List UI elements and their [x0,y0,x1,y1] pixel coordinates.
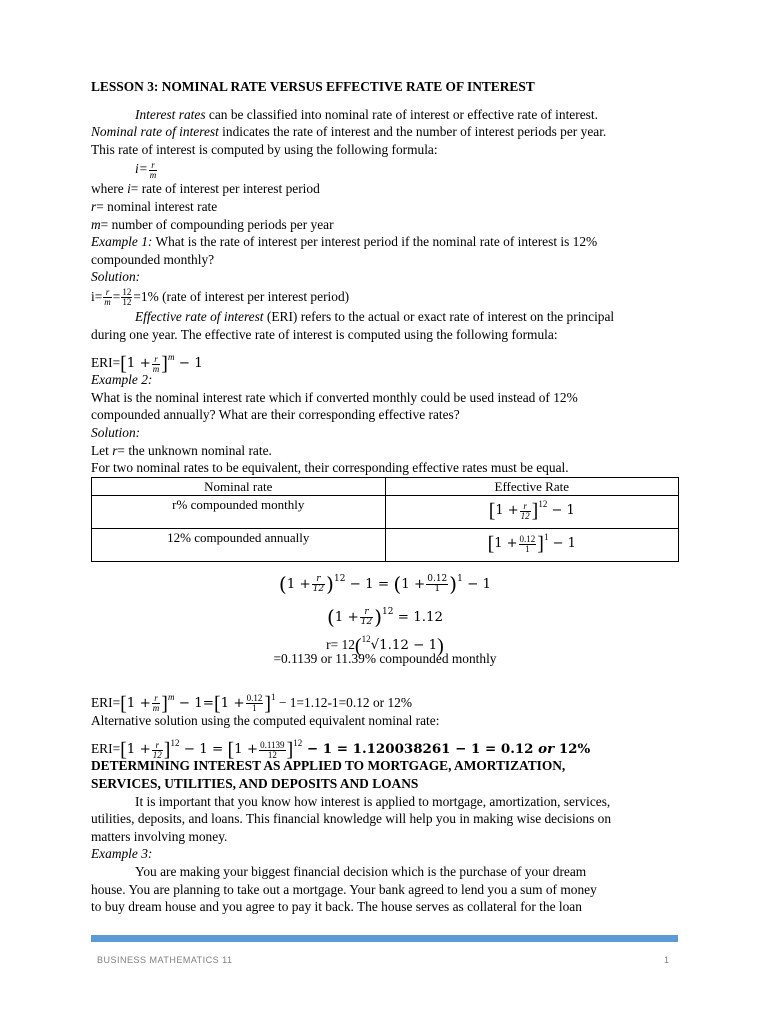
root-index: 12 [361,634,371,645]
where-def-r: = nominal interest rate [96,198,218,214]
calc-fraction-2 [246,694,264,713]
eri-definition-2: during one year. The effective rate of interest is computed using the following formula: [91,326,558,342]
table-header-effective: Effective Rate [385,477,679,496]
where-text: where [91,181,128,197]
fraction-numerator: 0.1139 [260,739,285,750]
eq1-tail: − 1 [462,577,492,593]
fraction-numerator: r [149,161,158,171]
one-plus: 1 + [286,577,311,593]
interest-rates-term: Interest rates [135,106,206,122]
example1-label: Example 1: [91,234,153,250]
formula-i [91,158,679,180]
alt-result: 12% [554,741,591,758]
paren-open-icon: ( [278,572,287,597]
section-paragraph-3: matters involving money. [91,828,228,844]
var-r: r [91,198,97,214]
example1-solution-label: Solution: [91,269,141,285]
bracket-open-icon: [ [120,353,127,376]
bracket-open-icon: [ [120,739,127,762]
section-heading-1: DETERMINING INTEREST AS APPLIED TO MORTGAGE, AMORTIZATION, [91,758,566,774]
nominal-definition [91,123,679,141]
one-plus: 1 + [401,577,426,593]
table-cell-effective [385,496,679,529]
var-i: i [127,181,131,197]
alt-mid: − 1 = [179,742,228,758]
derivation-eq1 [91,562,679,596]
footer-title: BUSINESS MATHEMATICS 11 [97,955,233,965]
paren-open-icon: ( [354,635,362,658]
eq1-mid: − 1 = [345,577,394,593]
one-plus: 1 + [126,742,151,758]
eri-definition [91,308,679,326]
one-plus: 1 + [494,536,518,552]
table-header-row [92,477,679,496]
exponent: 12 [538,499,548,510]
var-r: r [112,442,118,458]
paren-close-icon: ) [449,572,458,597]
calc-tail: − 1=1.12-1=0.12 or 12% [275,694,413,710]
eri-tail: − 1 [174,356,203,372]
bracket-open-icon: [ [488,500,496,523]
table-row [92,529,679,562]
bracket-close-icon: ] [286,739,294,762]
answer-lhs: i= [91,288,103,304]
one-plus: 1 + [495,503,519,519]
one-plus: 1 + [126,695,151,711]
bracket-close-icon: ] [163,739,171,762]
eq1-fraction-2 [426,575,448,594]
where-line-1 [91,180,679,198]
paren-open-icon: ( [393,572,402,597]
exponent: 12 [170,738,180,749]
example1-q1: What is the rate of interest per interest period if the nominal rate of interest is 12% [152,234,598,250]
table-fraction [520,502,531,521]
alternative-text: Alternative solution using the computed equivalent nominal rate: [91,712,440,728]
table-header-nominal: Nominal rate [92,477,386,496]
eri-fraction [152,355,161,374]
example2-solution-label: Solution: [91,424,141,440]
paren-close-icon: ) [437,635,444,658]
eq2-fraction [360,608,373,627]
eri-lhs: ERI= [91,694,121,710]
fraction-denominator: 12 [152,749,162,760]
page-number: 1 [664,955,670,965]
formula-i-fraction [149,161,158,180]
fraction-numerator: 0.12 [427,574,448,585]
table-fraction [519,535,537,554]
eri-lhs: ERI= [91,741,121,757]
fraction-numerator: r [360,608,373,618]
eq2-tail: = 1.12 [393,610,444,626]
fraction-numerator: r [152,355,161,365]
eri-lhs: ERI= [91,355,121,371]
fraction-denominator: 1 [252,703,257,714]
section-heading-2: SERVICES, UTILITIES, AND DEPOSITS AND LOANS [91,776,419,792]
fraction-numerator: 12 [122,287,132,298]
fraction-denominator: m [149,169,157,180]
document-page [91,78,679,916]
intro-paragraph [91,106,679,124]
intro-text: can be classified into nominal rate of interest or effective rate of interest. [205,106,598,122]
spacer [91,668,679,682]
fraction-numerator: 0.12 [519,533,536,544]
exponent: 12 [333,574,346,585]
where-def-i: = rate of interest per interest period [130,181,320,197]
tail: − 1 [548,536,576,552]
let-def: = the unknown nominal rate. [117,442,272,458]
where-line-3 [91,216,679,234]
fraction-numerator: r [520,502,531,512]
fraction-denominator: 1 [434,584,441,595]
lesson-title: LESSON 3: NOMINAL RATE VERSUS EFFECTIVE RATE OF INTEREST [91,79,535,94]
derivation-eq3 [91,628,679,658]
bracket-close-icon: ] [537,533,544,556]
formula-i-lhs: i= [135,161,148,177]
where-def-m: = number of compounding periods per year [100,216,334,232]
example2-label: Example 2: [91,372,153,388]
eri-one-plus: 1 + [126,356,151,372]
example3-label: Example 3: [91,846,153,862]
eri-exponent: m [167,352,175,363]
table-row [92,496,679,529]
exponent: 1 [543,532,549,543]
table-cell-effective [385,529,679,562]
example2-q1: What is the nominal interest rate which if converted monthly could be used instead of 12% [91,389,578,405]
bracket-close-icon: ] [161,692,168,715]
where-line-2 [91,198,679,216]
let-text: Let [91,442,113,458]
bracket-open-icon: [ [213,692,221,715]
section-paragraph-1: It is important that you know how interest is applied to mortgage, amortization, services, [135,793,611,809]
eri-formula [91,343,679,376]
eri-term: Effective rate of interest [135,308,264,324]
calc-fraction-1 [152,694,161,713]
section-paragraph-2: utilities, deposits, and loans. This financial knowledge will help you in making wise decisions on [91,811,612,827]
one-plus: 1 + [220,695,245,711]
example2-equiv: For two nominal rates to be equivalent, their corresponding effective rates must be equal. [91,460,569,476]
var-m: m [91,216,101,232]
table-cell-nominal: 12% compounded annually [92,529,386,562]
exponent: 12 [382,607,394,618]
fraction-denominator: 12 [360,617,373,628]
exponent: 12 [293,738,303,749]
example1-question [91,233,679,251]
equivalence-table [91,477,679,563]
eq3-radical: √1.12 − 1 [370,638,438,654]
nominal-text: indicates the rate of interest and the number of interest periods per year. [218,124,607,140]
paren-open-icon: ( [326,605,335,630]
footer-bar [91,935,678,942]
bracket-open-icon: [ [120,692,127,715]
formula-intro: This rate of interest is computed by using the following formula: [91,141,438,157]
answer-rest: =1% (rate of interest per interest period) [133,288,350,304]
alt-or: or [538,741,555,758]
answer-fraction-1 [103,288,112,307]
alt-tail: − 1 = 1.120038261 − 1 = 0.12 [302,741,539,758]
exponent: m [167,691,175,702]
eri-calculation [91,682,679,715]
eq3-lhs: r= 12 [326,637,355,653]
exponent: 1 [271,691,276,702]
one-plus: 1 + [234,742,259,758]
example1-question-2: compounded monthly? [91,251,215,267]
eq1-fraction-1 [312,575,325,594]
tail: − 1 [547,503,575,519]
derivation-eq2 [91,596,679,628]
answer-fraction-2 [121,288,132,307]
bracket-open-icon: [ [487,533,495,556]
one-plus: 1 + [334,610,359,626]
alternative-formula [91,729,679,762]
exponent: 1 [457,574,463,585]
fraction-denominator: 12 [312,584,325,595]
fraction-denominator: m [152,703,160,714]
fraction-numerator: 0.12 [246,693,263,704]
bracket-close-icon: ] [531,500,539,523]
example3-line-1: You are making your biggest financial decision which is the purchase of your dream [135,864,587,880]
fraction-denominator: 1 [525,543,530,554]
example2-q2: compounded annually? What are their corresponding effective rates? [91,407,460,423]
example2-let [91,442,679,460]
table-cell-nominal: r% compounded monthly [92,496,386,529]
paren-close-icon: ) [374,605,383,630]
bracket-open-icon: [ [227,739,235,762]
bracket-close-icon: ] [264,692,272,715]
fraction-denominator: m [104,297,111,308]
fraction-numerator: r [152,741,163,751]
fraction-numerator: r [152,694,161,704]
bracket-close-icon: ] [161,353,168,376]
fraction-denominator: 12 [267,749,277,760]
example3-line-2: house. You are planning to take out a mortgage. Your bank agreed to lend you a sum of money [91,881,597,897]
fraction-denominator: 12 [122,297,132,308]
eri-text: (ERI) refers to the actual or exact rate of interest on the principal [263,308,615,324]
fraction-denominator: m [152,363,160,374]
fraction-denominator: 12 [520,510,530,521]
paren-close-icon: ) [326,572,334,597]
nominal-rate-term: Nominal rate of interest [91,124,219,140]
fraction-numerator: r [103,288,112,298]
example1-answer: i= $\frac{r}{m}$ = $\frac{12}{12}$ =1% (rate of interest per interest period) [91,287,350,308]
calc-mid: − 1= [174,695,214,711]
example3-line-3: to buy dream house and you agree to pay it back. The house serves as collateral for the loan [91,899,582,915]
derivation-eq4: =0.1139 or 11.39% compounded monthly [273,651,497,667]
fraction-numerator: r [312,575,325,585]
